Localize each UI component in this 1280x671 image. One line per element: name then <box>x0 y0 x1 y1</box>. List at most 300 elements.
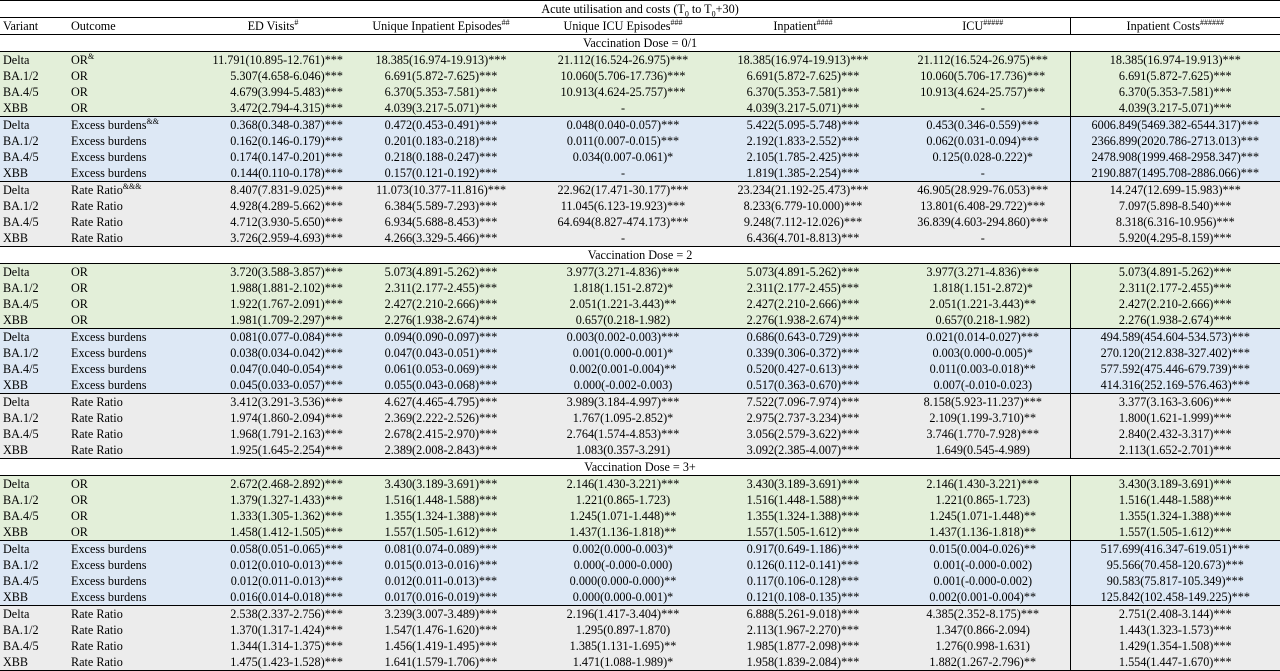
table-row <box>0 100 1280 117</box>
value-cell: 11.791(10.895-12.761)*** <box>200 52 346 69</box>
value-cell: 6.370(5.353-7.581)*** <box>710 84 896 100</box>
value-cell: 0.048(0.040-0.057)*** <box>536 117 710 134</box>
value-cell: 2.678(2.415-2.970)*** <box>346 426 536 442</box>
column-header-text: Unique ICU Episodes <box>563 19 671 33</box>
outcome-text: Excess burdens <box>71 166 147 180</box>
value-cell: 2.276(1.938-2.674)*** <box>346 312 536 329</box>
value-cell: 0.117(0.106-0.128)*** <box>710 573 896 589</box>
value-cell: 0.047(0.040-0.054)*** <box>200 361 346 377</box>
value-cell: 1.882(1.267-2.796)** <box>896 654 1070 671</box>
variant-cell: XBB <box>0 589 68 606</box>
value-cell: 0.218(0.188-0.247)*** <box>346 149 536 165</box>
value-cell: 1.443(1.323-1.573)*** <box>1070 622 1280 638</box>
outcome-text: OR <box>71 477 88 491</box>
variant-cell: Delta <box>0 117 68 134</box>
value-cell: 1.456(1.419-1.495)*** <box>346 638 536 654</box>
value-cell: 1.516(1.448-1.588)*** <box>346 492 536 508</box>
value-cell: 2.751(2.408-3.144)*** <box>1070 606 1280 623</box>
table-row <box>0 492 1280 508</box>
outcome-cell <box>68 638 200 654</box>
outcome-cell <box>68 442 200 459</box>
column-header-note: ###### <box>1200 17 1225 27</box>
outcome-cell <box>68 52 200 69</box>
outcome-note: && <box>146 116 159 126</box>
column-header <box>0 18 68 35</box>
table-body <box>0 35 1280 671</box>
section-title: Vaccination Dose = 3+ <box>0 459 1280 476</box>
column-header <box>346 18 536 35</box>
table-row <box>0 117 1280 134</box>
value-cell: 1.974(1.860-2.094)*** <box>200 410 346 426</box>
value-cell: 6.691(5.872-7.625)*** <box>1070 68 1280 84</box>
variant-cell: BA.4/5 <box>0 296 68 312</box>
outcome-text: Excess burdens <box>71 346 147 360</box>
value-cell: 2190.887(1495.708-2886.066)*** <box>1070 165 1280 182</box>
value-cell: 2.427(2.210-2.666)*** <box>1070 296 1280 312</box>
table-row <box>0 280 1280 296</box>
table-row <box>0 606 1280 623</box>
outcome-text: Excess burdens <box>71 150 147 164</box>
value-cell: 1.437(1.136-1.818)** <box>536 524 710 541</box>
value-cell: 0.045(0.033-0.057)*** <box>200 377 346 394</box>
value-cell: 0.174(0.147-0.201)*** <box>200 149 346 165</box>
column-header-text: Outcome <box>71 19 116 33</box>
value-cell: 10.913(4.624-25.757)*** <box>896 84 1070 100</box>
table-row <box>0 214 1280 230</box>
table-row <box>0 198 1280 214</box>
column-header-text: ED Visits <box>247 19 295 33</box>
value-cell: 5.073(4.891-5.262)*** <box>1070 264 1280 281</box>
outcome-cell <box>68 214 200 230</box>
value-cell: 1.985(1.877-2.098)*** <box>710 638 896 654</box>
outcome-cell <box>68 410 200 426</box>
table-row <box>0 165 1280 182</box>
outcome-cell <box>68 280 200 296</box>
outcome-cell <box>68 230 200 247</box>
value-cell: 1.819(1.385-2.254)*** <box>710 165 896 182</box>
variant-cell: XBB <box>0 230 68 247</box>
value-cell: 2.051(1.221-3.443)** <box>896 296 1070 312</box>
outcome-cell <box>68 508 200 524</box>
column-header <box>1070 18 1280 35</box>
variant-cell: BA.4/5 <box>0 149 68 165</box>
value-cell: 6.888(5.261-9.018)*** <box>710 606 896 623</box>
value-cell: 1.333(1.305-1.362)*** <box>200 508 346 524</box>
value-cell: 8.407(7.831-9.025)*** <box>200 182 346 199</box>
value-cell: 1.557(1.505-1.612)*** <box>1070 524 1280 541</box>
outcome-note: & <box>87 51 95 61</box>
value-cell: 3.726(2.959-4.693)*** <box>200 230 346 247</box>
value-cell: 1.516(1.448-1.588)*** <box>710 492 896 508</box>
variant-cell: BA.4/5 <box>0 573 68 589</box>
value-cell: 0.001(-0.000-0.002) <box>896 557 1070 573</box>
table-row <box>0 622 1280 638</box>
header-row <box>0 18 1280 35</box>
value-cell: 22.962(17.471-30.177)*** <box>536 182 710 199</box>
value-cell: 0.126(0.112-0.141)*** <box>710 557 896 573</box>
value-cell: 0.007(-0.010-0.023) <box>896 377 1070 394</box>
value-cell: - <box>896 230 1070 247</box>
value-cell: 6.370(5.353-7.581)*** <box>346 84 536 100</box>
value-cell: 494.589(454.604-534.573)*** <box>1070 329 1280 346</box>
value-cell: 3.056(2.579-3.622)*** <box>710 426 896 442</box>
variant-cell: BA.1/2 <box>0 345 68 361</box>
section-row <box>0 35 1280 52</box>
value-cell: 1.221(0.865-1.723) <box>536 492 710 508</box>
value-cell: - <box>896 100 1070 117</box>
value-cell: 1.355(1.324-1.388)*** <box>346 508 536 524</box>
outcome-cell <box>68 264 200 281</box>
table-row <box>0 557 1280 573</box>
value-cell: 4.385(2.352-8.175)*** <box>896 606 1070 623</box>
value-cell: 1.981(1.709-2.297)*** <box>200 312 346 329</box>
outcome-cell <box>68 476 200 493</box>
value-cell: 1.429(1.354-1.508)*** <box>1070 638 1280 654</box>
outcome-cell <box>68 492 200 508</box>
value-cell: 0.002(0.001-0.004)** <box>896 589 1070 606</box>
value-cell: 2.146(1.430-3.221)*** <box>536 476 710 493</box>
outcome-text: Rate Ratio <box>71 427 123 441</box>
value-cell: 3.377(3.163-3.606)*** <box>1070 394 1280 411</box>
value-cell: 11.073(10.377-11.816)*** <box>346 182 536 199</box>
value-cell: 3.430(3.189-3.691)*** <box>346 476 536 493</box>
outcome-text: Rate Ratio <box>71 395 123 409</box>
value-cell: 4.928(4.289-5.662)*** <box>200 198 346 214</box>
value-cell: 2.146(1.430-3.221)*** <box>896 476 1070 493</box>
value-cell: 0.002(0.001-0.004)** <box>536 361 710 377</box>
column-header-note: ## <box>501 17 510 27</box>
value-cell: 1.437(1.136-1.818)** <box>896 524 1070 541</box>
value-cell: 21.112(16.524-26.975)*** <box>536 52 710 69</box>
outcome-text: OR <box>71 265 88 279</box>
value-cell: 1.818(1.151-2.872)* <box>536 280 710 296</box>
outcome-text: Excess burdens <box>71 590 147 604</box>
value-cell: 2.538(2.337-2.756)*** <box>200 606 346 623</box>
outcome-cell <box>68 182 200 199</box>
variant-cell: BA.4/5 <box>0 638 68 654</box>
value-cell: 0.011(0.007-0.015)*** <box>536 133 710 149</box>
outcome-cell <box>68 312 200 329</box>
outcome-text: Excess burdens <box>71 118 147 132</box>
value-cell: 8.233(6.779-10.000)*** <box>710 198 896 214</box>
value-cell: 4.266(3.329-5.466)*** <box>346 230 536 247</box>
value-cell: 5.073(4.891-5.262)*** <box>710 264 896 281</box>
column-header-note: # <box>294 17 299 27</box>
table-row <box>0 541 1280 558</box>
variant-cell: BA.1/2 <box>0 410 68 426</box>
value-cell: 4.679(3.994-5.483)*** <box>200 84 346 100</box>
outcome-text: OR <box>71 85 88 99</box>
outcome-cell <box>68 622 200 638</box>
value-cell: 2.113(1.652-2.701)*** <box>1070 442 1280 459</box>
value-cell: 2.276(1.938-2.674)*** <box>710 312 896 329</box>
value-cell: 23.234(21.192-25.473)*** <box>710 182 896 199</box>
value-cell: 0.058(0.051-0.065)*** <box>200 541 346 558</box>
value-cell: 3.977(3.271-4.836)*** <box>896 264 1070 281</box>
value-cell: 517.699(416.347-619.051)*** <box>1070 541 1280 558</box>
value-cell: 1.245(1.071-1.448)** <box>896 508 1070 524</box>
value-cell: 0.061(0.053-0.069)*** <box>346 361 536 377</box>
value-cell: 0.144(0.110-0.178)*** <box>200 165 346 182</box>
table-row <box>0 68 1280 84</box>
value-cell: 5.307(4.658-6.046)*** <box>200 68 346 84</box>
value-cell: 1.988(1.881-2.102)*** <box>200 280 346 296</box>
outcome-cell <box>68 541 200 558</box>
value-cell: 0.000(-0.002-0.003) <box>536 377 710 394</box>
value-cell: 1.245(1.071-1.448)** <box>536 508 710 524</box>
column-header <box>710 18 896 35</box>
table-row <box>0 394 1280 411</box>
variant-cell: XBB <box>0 654 68 671</box>
section-row <box>0 459 1280 476</box>
value-cell: 2.389(2.008-2.843)*** <box>346 442 536 459</box>
value-cell: 1.370(1.317-1.424)*** <box>200 622 346 638</box>
value-cell: 4.039(3.217-5.071)*** <box>1070 100 1280 117</box>
value-cell: 0.002(0.000-0.003)* <box>536 541 710 558</box>
column-header-text: Variant <box>3 19 39 33</box>
value-cell: 2478.908(1999.468-2958.347)*** <box>1070 149 1280 165</box>
value-cell: 0.094(0.090-0.097)*** <box>346 329 536 346</box>
value-cell: 3.989(3.184-4.997)*** <box>536 394 710 411</box>
variant-cell: BA.1/2 <box>0 280 68 296</box>
outcome-text: OR <box>71 493 88 507</box>
value-cell: 5.422(5.095-5.748)*** <box>710 117 896 134</box>
value-cell: 4.039(3.217-5.071)*** <box>346 100 536 117</box>
variant-cell: Delta <box>0 476 68 493</box>
value-cell: 0.003(0.000-0.005)* <box>896 345 1070 361</box>
value-cell: 1.347(0.866-2.094) <box>896 622 1070 638</box>
variant-cell: XBB <box>0 100 68 117</box>
value-cell: 2366.899(2020.786-2713.013)*** <box>1070 133 1280 149</box>
table-row <box>0 149 1280 165</box>
value-cell: 2.764(1.574-4.853)*** <box>536 426 710 442</box>
value-cell: 0.453(0.346-0.559)*** <box>896 117 1070 134</box>
outcome-cell <box>68 394 200 411</box>
value-cell: 0.121(0.108-0.135)*** <box>710 589 896 606</box>
value-cell: 2.276(1.938-2.674)*** <box>1070 312 1280 329</box>
outcome-note: &&& <box>122 181 142 191</box>
column-header-text: ICU <box>962 19 984 33</box>
value-cell: 1.471(1.088-1.989)* <box>536 654 710 671</box>
value-cell: 3.430(3.189-3.691)*** <box>710 476 896 493</box>
value-cell: 36.839(4.603-294.860)*** <box>896 214 1070 230</box>
outcome-cell <box>68 84 200 100</box>
value-cell: 4.712(3.930-5.650)*** <box>200 214 346 230</box>
value-cell: 10.060(5.706-17.736)*** <box>536 68 710 84</box>
variant-cell: BA.4/5 <box>0 361 68 377</box>
variant-cell: BA.1/2 <box>0 492 68 508</box>
value-cell: 1.458(1.412-1.505)*** <box>200 524 346 541</box>
column-header-text: Unique Inpatient Episodes <box>372 19 502 33</box>
variant-cell: BA.4/5 <box>0 84 68 100</box>
table-row <box>0 377 1280 394</box>
value-cell: 0.368(0.348-0.387)*** <box>200 117 346 134</box>
outcome-cell <box>68 557 200 573</box>
column-header-note: #### <box>816 17 833 27</box>
value-cell: 577.592(475.446-679.739)*** <box>1070 361 1280 377</box>
outcome-cell <box>68 296 200 312</box>
table-row <box>0 524 1280 541</box>
outcome-cell <box>68 100 200 117</box>
value-cell: 0.021(0.014-0.027)*** <box>896 329 1070 346</box>
value-cell: 8.318(6.316-10.956)*** <box>1070 214 1280 230</box>
value-cell: 18.385(16.974-19.913)*** <box>1070 52 1280 69</box>
table-row <box>0 426 1280 442</box>
value-cell: 2.192(1.833-2.552)*** <box>710 133 896 149</box>
value-cell: 0.000(0.000-0.001)* <box>536 589 710 606</box>
value-cell: 0.000(0.000-0.000)** <box>536 573 710 589</box>
value-cell: 0.012(0.010-0.013)*** <box>200 557 346 573</box>
value-cell: 2.369(2.222-2.526)*** <box>346 410 536 426</box>
outcome-cell <box>68 426 200 442</box>
value-cell: 6.691(5.872-7.625)*** <box>710 68 896 84</box>
value-cell: 270.120(212.838-327.402)*** <box>1070 345 1280 361</box>
table-row <box>0 573 1280 589</box>
variant-cell: Delta <box>0 52 68 69</box>
outcome-cell <box>68 654 200 671</box>
variant-cell: BA.1/2 <box>0 198 68 214</box>
value-cell: 0.015(0.004-0.026)** <box>896 541 1070 558</box>
outcome-text: Rate Ratio <box>71 215 123 229</box>
value-cell: 1.641(1.579-1.706)*** <box>346 654 536 671</box>
value-cell: 9.248(7.112-12.026)*** <box>710 214 896 230</box>
value-cell: 0.157(0.121-0.192)*** <box>346 165 536 182</box>
outcome-text: Rate Ratio <box>71 639 123 653</box>
value-cell: 1.547(1.476-1.620)*** <box>346 622 536 638</box>
variant-cell: BA.4/5 <box>0 214 68 230</box>
outcome-text: Excess burdens <box>71 362 147 376</box>
value-cell: 0.055(0.043-0.068)*** <box>346 377 536 394</box>
value-cell: 2.840(2.432-3.317)*** <box>1070 426 1280 442</box>
table-row <box>0 329 1280 346</box>
outcome-text: Excess burdens <box>71 330 147 344</box>
value-cell: 1.557(1.505-1.612)*** <box>710 524 896 541</box>
value-cell: 3.472(2.794-4.315)*** <box>200 100 346 117</box>
table-row <box>0 264 1280 281</box>
value-cell: 7.097(5.898-8.540)*** <box>1070 198 1280 214</box>
outcome-text: Excess burdens <box>71 542 147 556</box>
value-cell: 1.276(0.998-1.631) <box>896 638 1070 654</box>
outcome-text: Excess burdens <box>71 134 147 148</box>
variant-cell: BA.4/5 <box>0 508 68 524</box>
outcome-cell <box>68 573 200 589</box>
value-cell: 2.109(1.199-3.710)** <box>896 410 1070 426</box>
value-cell: 7.522(7.096-7.974)*** <box>710 394 896 411</box>
variant-cell: Delta <box>0 394 68 411</box>
table-row <box>0 361 1280 377</box>
table-row <box>0 312 1280 329</box>
value-cell: 0.686(0.643-0.729)*** <box>710 329 896 346</box>
value-cell: 1.355(1.324-1.388)*** <box>1070 508 1280 524</box>
table-row <box>0 230 1280 247</box>
outcome-cell <box>68 149 200 165</box>
value-cell: 2.051(1.221-3.443)** <box>536 296 710 312</box>
column-header <box>68 18 200 35</box>
value-cell: 64.694(8.827-474.173)*** <box>536 214 710 230</box>
variant-cell: BA.1/2 <box>0 68 68 84</box>
value-cell: 1.800(1.621-1.999)*** <box>1070 410 1280 426</box>
value-cell: 1.379(1.327-1.433)*** <box>200 492 346 508</box>
value-cell: 1.554(1.447-1.670)*** <box>1070 654 1280 671</box>
outcome-text: OR <box>71 509 88 523</box>
variant-cell: BA.1/2 <box>0 133 68 149</box>
table-row <box>0 345 1280 361</box>
value-cell: 1.083(0.357-3.291) <box>536 442 710 459</box>
variant-cell: BA.4/5 <box>0 426 68 442</box>
value-cell: 0.000(-0.000-0.000) <box>536 557 710 573</box>
value-cell: 0.038(0.034-0.042)*** <box>200 345 346 361</box>
variant-cell: Delta <box>0 606 68 623</box>
value-cell: 0.657(0.218-1.982) <box>536 312 710 329</box>
table-row <box>0 52 1280 69</box>
variant-cell: Delta <box>0 541 68 558</box>
value-cell: 0.081(0.074-0.089)*** <box>346 541 536 558</box>
table-row <box>0 133 1280 149</box>
value-cell: 2.311(2.177-2.455)*** <box>710 280 896 296</box>
outcome-text: Excess burdens <box>71 574 147 588</box>
value-cell: 3.746(1.770-7.928)*** <box>896 426 1070 442</box>
value-cell: 0.016(0.014-0.018)*** <box>200 589 346 606</box>
value-cell: 0.011(0.003-0.018)** <box>896 361 1070 377</box>
table-row <box>0 84 1280 100</box>
value-cell: 0.017(0.016-0.019)*** <box>346 589 536 606</box>
variant-cell: BA.1/2 <box>0 557 68 573</box>
value-cell: 6.370(5.353-7.581)*** <box>1070 84 1280 100</box>
value-cell: 5.920(4.295-8.159)*** <box>1070 230 1280 247</box>
outcome-text: Excess burdens <box>71 378 147 392</box>
value-cell: 0.012(0.011-0.013)*** <box>200 573 346 589</box>
value-cell: 414.316(252.169-576.463)*** <box>1070 377 1280 394</box>
value-cell: 46.905(28.929-76.053)*** <box>896 182 1070 199</box>
outcome-cell <box>68 133 200 149</box>
value-cell: 0.034(0.007-0.061)* <box>536 149 710 165</box>
value-cell: 2.672(2.468-2.892)*** <box>200 476 346 493</box>
variant-cell: Delta <box>0 264 68 281</box>
value-cell: 1.925(1.645-2.254)*** <box>200 442 346 459</box>
outcome-cell <box>68 68 200 84</box>
column-header-note: ### <box>670 17 683 27</box>
value-cell: 1.355(1.324-1.388)*** <box>710 508 896 524</box>
value-cell: 0.003(0.002-0.003)*** <box>536 329 710 346</box>
value-cell: 0.015(0.013-0.016)*** <box>346 557 536 573</box>
value-cell: 0.001(-0.000-0.002) <box>896 573 1070 589</box>
value-cell: 0.125(0.028-0.222)* <box>896 149 1070 165</box>
outcome-text: OR <box>71 53 88 67</box>
table-title: Acute utilisation and costs ($T_0$ to $T_0+30$) <box>0 1 1280 18</box>
value-cell: 1.958(1.839-2.084)*** <box>710 654 896 671</box>
value-cell: 0.012(0.011-0.013)*** <box>346 573 536 589</box>
table-row <box>0 410 1280 426</box>
value-cell: - <box>536 100 710 117</box>
value-cell: 1.475(1.423-1.528)*** <box>200 654 346 671</box>
value-cell: 0.162(0.146-0.179)*** <box>200 133 346 149</box>
value-cell: 8.158(5.923-11.237)*** <box>896 394 1070 411</box>
value-cell: 3.430(3.189-3.691)*** <box>1070 476 1280 493</box>
variant-cell: BA.1/2 <box>0 622 68 638</box>
outcome-text: OR <box>71 69 88 83</box>
value-cell: 14.247(12.699-15.983)*** <box>1070 182 1280 199</box>
value-cell: 2.311(2.177-2.455)*** <box>1070 280 1280 296</box>
value-cell: 6.691(5.872-7.625)*** <box>346 68 536 84</box>
value-cell: 18.385(16.974-19.913)*** <box>710 52 896 69</box>
table-row <box>0 296 1280 312</box>
outcome-text: OR <box>71 525 88 539</box>
value-cell: 90.583(75.817-105.349)*** <box>1070 573 1280 589</box>
outcome-cell <box>68 589 200 606</box>
value-cell: 1.922(1.767-2.091)*** <box>200 296 346 312</box>
value-cell: 95.566(70.458-120.673)*** <box>1070 557 1280 573</box>
variant-cell: XBB <box>0 312 68 329</box>
